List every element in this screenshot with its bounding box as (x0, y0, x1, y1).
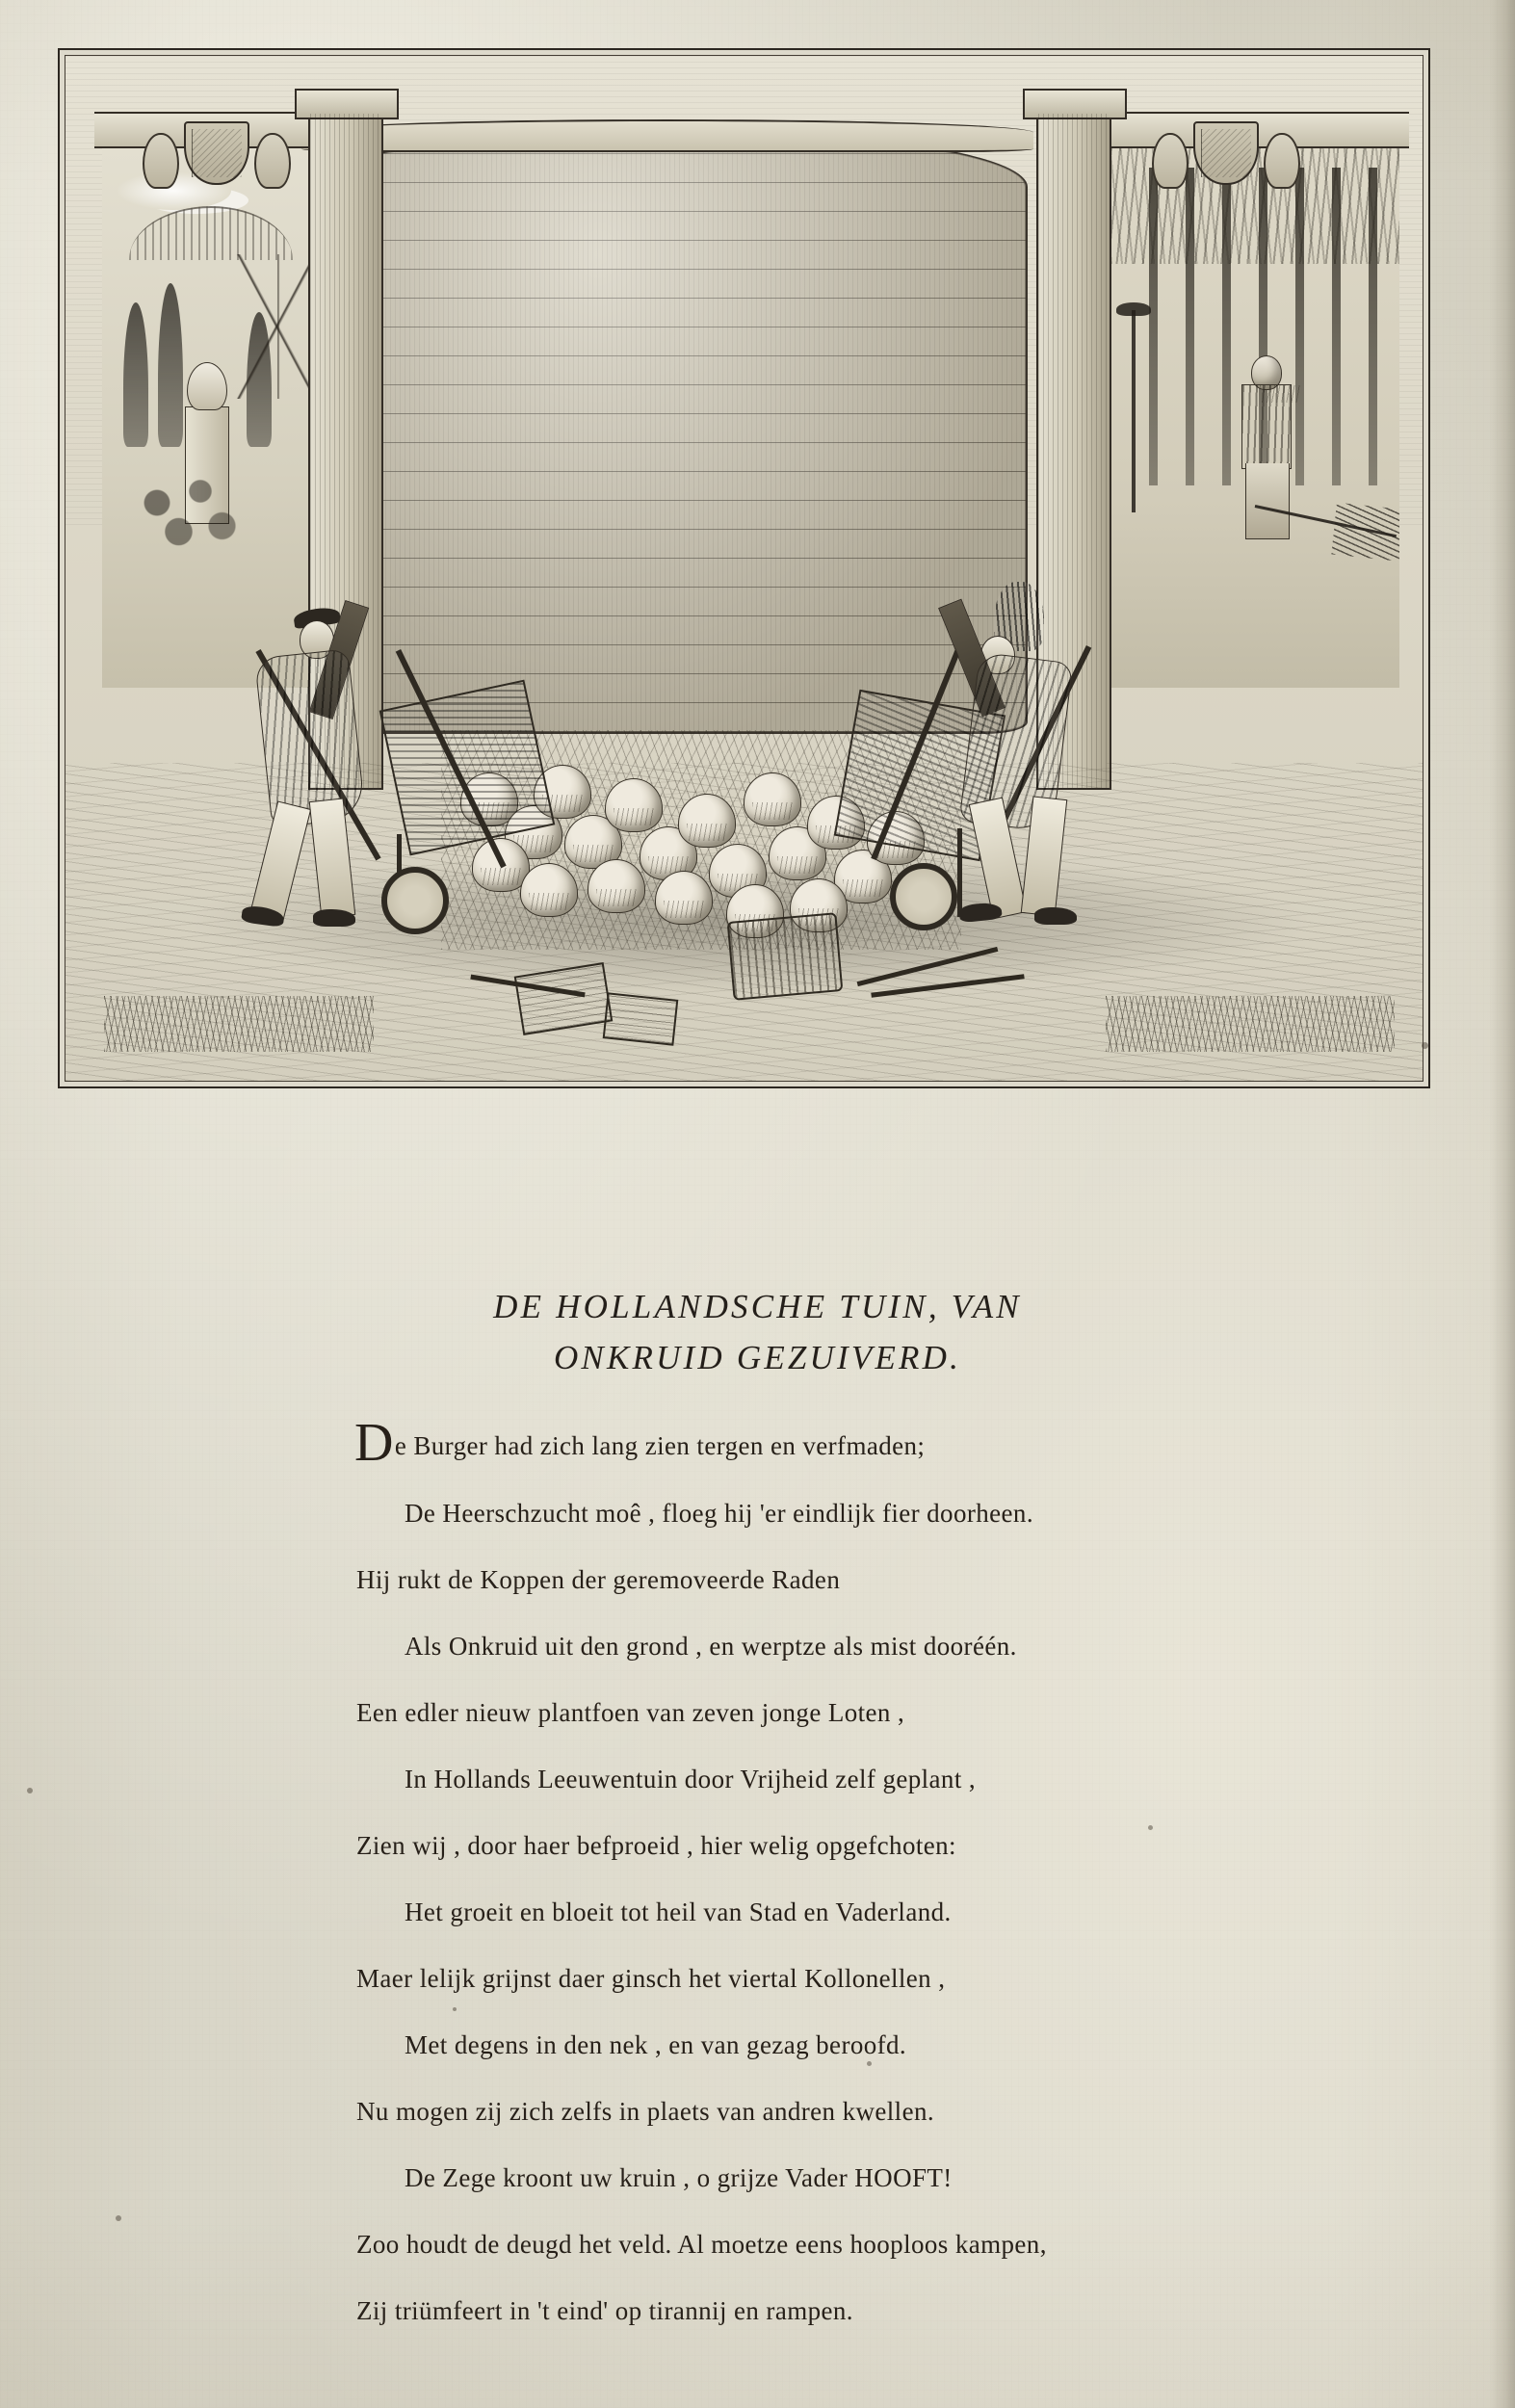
paper-speck (1148, 1825, 1153, 1830)
tree-trunk (1186, 168, 1194, 485)
plate-border (58, 48, 1430, 1088)
poem-line: Nu mogen zij zich zelfs in plaets van andren kwellen. (356, 2096, 934, 2126)
tree-trunk (1149, 168, 1158, 485)
cypress-tree (123, 302, 148, 447)
coat-of-arms-left (135, 116, 299, 196)
poem-line (0, 1413, 1515, 1474)
severed-head (655, 871, 713, 925)
severed-head (605, 778, 663, 832)
poem-line: Zij triümfeert in 't eind' op tirannij en rampen. (356, 2295, 853, 2325)
trophy-of-arms (227, 254, 313, 399)
discarded-plaque (603, 992, 679, 1045)
engraving-plate (58, 48, 1430, 1088)
discarded-drum (727, 912, 844, 1001)
poem-line: In Hollands Leeuwentuin door Vrijheid zelf geplant , (405, 1764, 977, 1793)
lion-supporter-icon (1264, 133, 1300, 189)
paper-speck (1422, 1042, 1428, 1049)
shield-icon (1193, 121, 1259, 185)
foreground-grass (1106, 996, 1395, 1052)
gardener-shoe (313, 909, 355, 927)
poem-body (0, 1413, 1515, 2325)
wall-coping (301, 119, 1033, 152)
shield-icon (184, 121, 249, 185)
verse-block (0, 1281, 1515, 2365)
coat-of-arms-right (1144, 116, 1308, 196)
severed-head (744, 772, 801, 826)
sweeper-body (1241, 384, 1292, 469)
severed-head (520, 863, 578, 917)
poem-title (0, 1281, 1515, 1383)
lantern-head (1116, 302, 1151, 316)
lion-supporter-icon (254, 133, 291, 189)
plate-image-area (65, 55, 1424, 1082)
poem-line: Maer lelijk grijnst daer ginsch het viertal Kollonellen , (356, 1963, 946, 1993)
lantern-post (1132, 310, 1136, 512)
hedge-arch (129, 206, 293, 260)
poem-line: Met degens in den nek , en van gezag beroofd. (405, 2029, 907, 2059)
tree-trunk (1332, 168, 1341, 485)
poem-line: Zoo houdt de deugd het veld. Al moetze eens hooploos kampen, (356, 2229, 1047, 2259)
tree-trunk (1222, 168, 1231, 485)
gardener-shoe (958, 902, 1003, 924)
gardener-shoe (1034, 907, 1077, 925)
poem-line: Een edler nieuw plantfoen van zeven jonge Loten , (356, 1697, 905, 1727)
severed-head (588, 859, 645, 913)
tree-trunk (1369, 168, 1377, 485)
gardener-leg (309, 798, 356, 918)
sweeper-legs (1245, 463, 1290, 539)
poem-title-line-2: ONKRUID GEZUIVERD. (553, 1339, 962, 1377)
cypress-tree (158, 283, 183, 447)
paper-speck (867, 2061, 872, 2066)
gardener-right-figure (913, 541, 1135, 955)
gardener-leg (249, 800, 311, 923)
broom-bristles (1331, 503, 1399, 563)
poem-line: Het groeit en bloeit tot heil van Stad en Vaderland. (405, 1897, 952, 1926)
lion-supporter-icon (143, 133, 179, 189)
paper-speck (453, 2007, 457, 2011)
poem-line: De Zege kroont uw kruin , o grijze Vader HOOFT! (405, 2162, 953, 2192)
poem-title-line-1: DE HOLLANDSCHE TUIN, VAN (493, 1288, 1022, 1325)
severed-head (678, 794, 736, 848)
paper-speck (116, 2215, 121, 2221)
right-arcade-scene (1110, 148, 1399, 688)
poem-line: Zien wij , door haer befproeid , hier welig opgefchoten: (356, 1830, 956, 1860)
lion-supporter-icon (1152, 133, 1188, 189)
paper-speck (27, 1788, 33, 1793)
poem-dropcap: D (354, 1413, 394, 1474)
sweeper-figure (1236, 355, 1305, 548)
gardener-left-figure (234, 551, 446, 955)
foreground-grass (104, 996, 374, 1052)
poem-line: Hij rukt de Koppen der geremoveerde Raden (356, 1564, 841, 1594)
poem-line: Als Onkruid uit den grond , en werptze als mist dooréén. (405, 1631, 1017, 1661)
poem-line-text: e Burger had zich lang zien tergen en verfmaden; (394, 1431, 926, 1461)
poem-line: De Heerschzucht moê , floeg hij 'er eindlijk fier doorheen. (405, 1498, 1033, 1528)
statue-bust (187, 362, 227, 410)
